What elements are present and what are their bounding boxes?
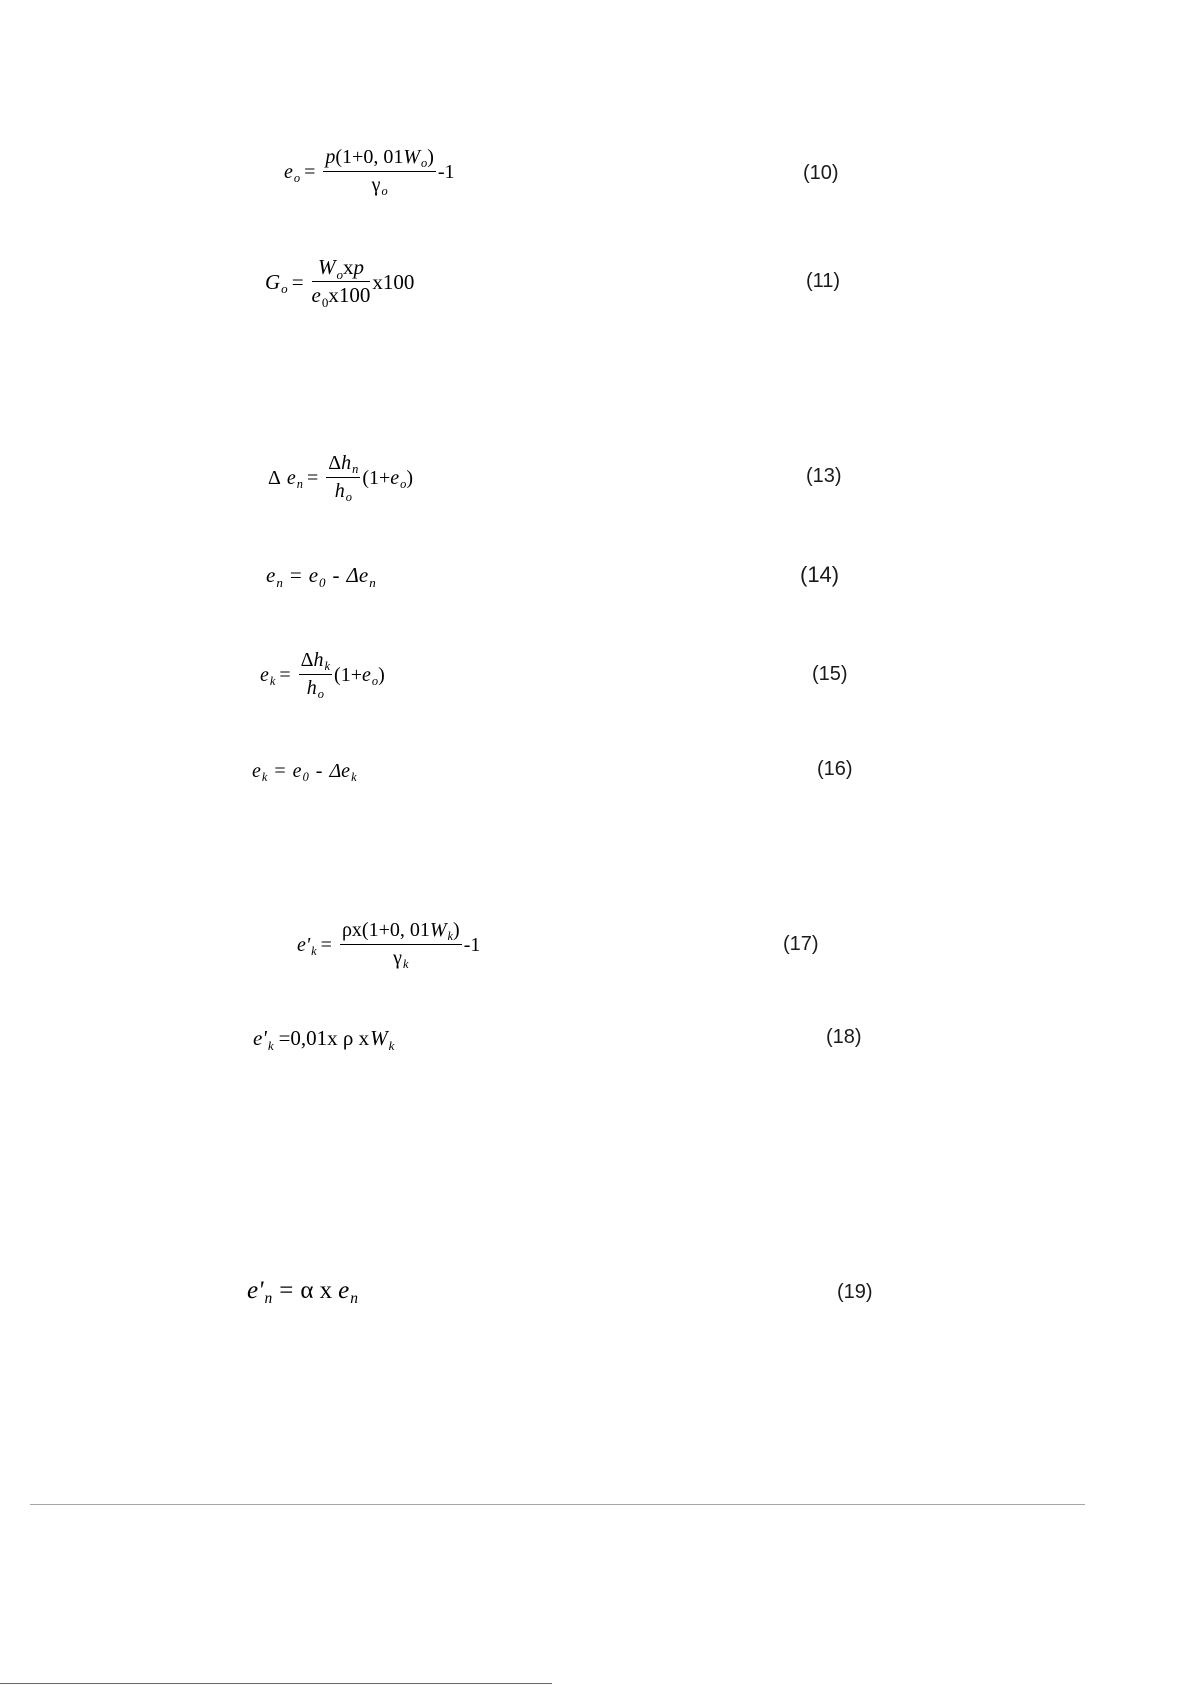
eq11-numerator: W o x p: [312, 255, 371, 282]
eq10-num-text: (1+0, 01: [335, 146, 404, 168]
eq15-lhs: e k =: [260, 663, 291, 688]
equation-number-11: (11): [806, 270, 841, 292]
eq11-num-times: x: [342, 255, 354, 279]
eq14-term-a: e: [266, 563, 276, 587]
equation-number-15: (15): [812, 663, 848, 685]
eq11-num-variable-w: W: [317, 255, 336, 279]
equation-number-17: (17): [783, 933, 819, 955]
eq13-lhs: Δ e n =: [268, 466, 319, 491]
eq15-fraction: [299, 648, 332, 701]
eq19-alpha-times: α x: [300, 1277, 333, 1304]
eq10-num-variable-p: p: [325, 146, 336, 168]
equation-number-16: (16): [817, 758, 853, 780]
eq14-term-c: Δe: [346, 563, 369, 587]
equation-16: e k = e 0 - Δe k: [252, 760, 357, 785]
eq17-num-text: ρx(1+0, 01: [341, 919, 430, 941]
eq13-equals: =: [306, 466, 319, 489]
eq13-tail-open: (1+: [362, 466, 391, 489]
eq13-tail-variable: e: [390, 466, 400, 489]
equation-17: [297, 918, 480, 971]
eq13-numerator: Δ h n: [328, 452, 359, 477]
eq13-den-variable: h: [334, 480, 345, 502]
equation-number-18: (18): [826, 1026, 862, 1048]
eq13-num-variable: h: [341, 452, 352, 474]
eq10-equals: =: [304, 160, 316, 183]
eq16-term-a: e: [252, 760, 261, 782]
eq13-tail-close: ): [406, 466, 414, 489]
eq15-lhs-variable: e: [260, 663, 269, 686]
footer-divider: [30, 1504, 1085, 1505]
eq14-minus: -: [332, 563, 340, 587]
equation-number-13: (13): [806, 465, 842, 487]
eq16-equals: =: [274, 760, 286, 782]
eq18-text: =0,01x ρ x: [278, 1026, 370, 1050]
eq10-lhs: e o =: [284, 160, 316, 185]
eq13-fraction: [326, 451, 360, 504]
eq11-den-variable-e: e: [311, 283, 321, 307]
eq15-tail-variable: e: [362, 663, 371, 686]
equation-11: [265, 255, 414, 308]
eq15-numerator: Δ h k: [300, 649, 331, 674]
eq17-lhs: e' k =: [297, 933, 332, 958]
eq10-num-close-paren: ): [427, 146, 434, 168]
eq15-tail-open: (1+: [334, 663, 362, 686]
eq16-term-c: Δe: [329, 760, 351, 782]
equation-10: [284, 145, 455, 198]
eq11-denominator: e 0 x100: [311, 283, 371, 310]
eq11-fraction: [312, 255, 371, 308]
eq13-lhs-delta: Δ: [268, 466, 281, 489]
equation-number-10: (10): [803, 162, 839, 184]
eq16-term-b: e: [292, 760, 302, 782]
eq19-term-b: e: [338, 1277, 350, 1304]
eq10-numerator: p (1+0, 01 W o ): [325, 146, 434, 171]
equation-number-19: (19): [837, 1281, 873, 1303]
equation-number-14: (14): [800, 562, 840, 587]
eq17-den-gamma: γ: [393, 947, 402, 969]
eq15-num-delta: Δ: [300, 649, 314, 671]
eq18-term-a: e': [253, 1026, 267, 1050]
eq18-term-b: W: [370, 1026, 388, 1050]
eq11-equals: =: [291, 269, 304, 294]
eq19-equals: =: [279, 1277, 294, 1304]
eq11-num-variable-p: p: [353, 255, 364, 279]
eq13-num-delta: Δ: [328, 452, 342, 474]
eq11-lhs: G o =: [265, 269, 304, 297]
eq10-lhs-variable: e: [284, 160, 293, 183]
eq14-term-b: e: [308, 563, 319, 587]
equation-13: [268, 451, 413, 504]
eq14-equals: =: [289, 563, 302, 587]
equation-18: e' k =0,01x ρ x W k: [253, 1026, 395, 1053]
page-edge-line: [0, 1683, 552, 1684]
eq10-tail: -1: [437, 160, 455, 183]
equation-15: [260, 648, 385, 701]
eq15-tail: (1+ e o ): [334, 663, 385, 688]
eq17-fraction: [340, 918, 462, 971]
eq11-tail: x100: [372, 269, 415, 294]
eq15-tail-close: ): [378, 663, 385, 686]
eq17-num-variable-w: W: [429, 919, 447, 941]
eq13-tail: (1+ e o ): [362, 466, 414, 491]
equation-14: e n = e 0 - Δe n: [266, 563, 376, 590]
eq15-den-variable: h: [306, 677, 317, 699]
eq10-fraction: [323, 145, 436, 198]
eq15-denominator: h o: [306, 677, 324, 702]
eq13-lhs-variable: e: [286, 466, 296, 489]
eq10-num-variable-w: W: [403, 146, 420, 168]
eq17-numerator: ρx(1+0, 01 W k ): [341, 919, 460, 944]
eq17-tail: -1: [463, 933, 481, 956]
eq19-term-a: e': [247, 1277, 264, 1304]
eq17-equals: =: [320, 933, 332, 956]
eq15-num-variable: h: [313, 649, 324, 671]
eq13-denominator: h o: [334, 480, 352, 505]
eq17-denominator: γ k: [393, 947, 409, 972]
eq10-den-gamma: γ: [371, 174, 381, 196]
eq17-lhs-variable: e': [297, 933, 311, 956]
eq11-den-text: x100: [328, 283, 371, 307]
eq15-equals: =: [279, 663, 291, 686]
equation-19: e' n = α x e n: [247, 1277, 359, 1308]
eq11-lhs-variable: G: [265, 269, 281, 294]
eq10-denominator: γ o: [371, 174, 388, 199]
eq16-minus: -: [315, 760, 323, 782]
eq17-num-close-paren: ): [453, 919, 460, 941]
